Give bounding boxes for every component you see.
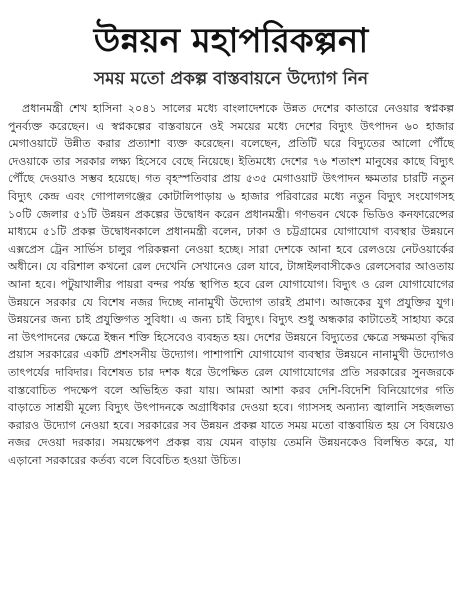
- headline: উন্নয়ন মহাপরিকল্পনা: [93, 21, 369, 61]
- subheadline: সময় মতো প্রকল্প বাস্তবায়নে উদ্যোগ নিন: [93, 69, 369, 89]
- article-body: প্রধানমন্ত্রী শেখ হাসিনা ২০৪১ সালের মধ্যে বাংলাদেশকে উন্নত দেশের কাতারে নেওয়ার স্বপ্নকল্প পুনর্ব্যক্ত করেছেন। এ স্বপ্নকল্পের বাস্তবায়নে ওই সময়ের মধ্যে দেশের বিদ্যুৎ উৎপাদন ৬০ হাজার মেগাওয়াটে উন্নীত করার প্রত্যাশা ব্যক্ত করেছেন। বলেছেন, প্রতিটি ঘরে বিদ্যুতের আলো পৌঁছে দেওয়াকে তার সরকার লক্ষ্য হিসেবে বেছে নিয়েছে। ইতিমধ্যে দেশের ৭৬ শতাংশ মানুষের কাছে বিদ্যুৎ পৌঁছে দেওয়াও সম্ভব হয়েছে। গত বৃহস্পতিবার প্রায় ৫৩৫ মেগাওয়াট উৎপাদন ক্ষমতার চারটি নতুন বিদ্যুৎ কেন্দ্র এবং গোপালগঞ্জের কোটালিপাড়ায় ৬ হাজার পরিবারের মধ্যে নতুন বিদ্যুৎ সংযোগসহ ১০টি জেলার ৫১টি উন্নয়ন প্রকল্পের উদ্বোধন করেন প্রধানমন্ত্রী। গণভবন থেকে ভিডিও কনফারেন্সের মাধ্যমে ৫১টি প্রকল্প উদ্বোধনকালে প্রধানমন্ত্রী বলেন, ঢাকা ও চট্টগ্রামের যোগাযোগ ব্যবস্থার উন্নয়নে এক্সপ্রেস ট্রেন সার্ভিস চালুর পরিকল্পনা নেওয়া হচ্ছে। সারা দেশকে আনা হবে রেলওয়ে নেটওয়ার্কের অধীনে। যে বরিশাল কখনো রেল দেখেনি সেখানেও রেল যাবে, টাঙ্গাইলবাসীকেও রেলসেবার আওতায় আনা হবে। পটুয়াখালীর পায়রা বন্দর পর্যন্ত স্থাপিত হবে রেল যোগাযোগ। বিদ্যুৎ ও রেল যোগাযোগের উন্নয়নে সরকার যে বিশেষ নজর দিচ্ছে নানামুখী উদ্যোগ তারই প্রমাণ। আজকের যুগ প্রযুক্তির যুগ। উন্নয়নের জন্য চাই প্রযুক্তিগত সুবিধা। এ জন্য চাই বিদ্যুৎ। বিদ্যুৎ শুধু অন্ধকার কাটাতেই সাহায্য করে না উৎপাদনের ক্ষেত্রে ইন্ধন শক্তি হিসেবেও ব্যবহৃত হয়। দেশের উন্নয়নে বিদ্যুতের ক্ষেত্রে সক্ষমতা বৃদ্ধির প্রয়াস সরকারের একটি প্রশংসনীয় উদ্যোগ। পাশাপাশি যোগাযোগ ব্যবস্থার উন্নয়নে নানামুখী উদ্যোগও তাৎপর্যের দাবিদার। বিশেষত চার দশক ধরে উপেক্ষিত রেল যোগাযোগের প্রতি সরকারের সুনজরকে বাস্তবোচিত পদক্ষেপ বলে অভিহিত করা যায়। আমরা আশা করব দেশি-বিদেশি বিনিয়োগের গতি বাড়াতে সাশ্রয়ী মূল্যে বিদ্যুৎ উৎপাদনকে অগ্রাধিকার দেওয়া হবে। গ্যাসসহ অন্যান্য জ্বালানি সহজলভ্য করারও উদ্যোগ নেওয়া হবে। সরকারের সব উন্নয়ন প্রকল্প যাতে সময় মতো বাস্তবায়িত হয় সে বিষয়েও নজর দেওয়া দরকার। সময়ক্ষেপণ প্রকল্প ব্যয় যেমন বাড়ায় তেমনি উন্নয়নকেও বিলম্বিত করে, যা এড়ানো সরকারের কর্তব্য বলে বিবেচিত হওয়া উচিত।: [8, 102, 454, 467]
